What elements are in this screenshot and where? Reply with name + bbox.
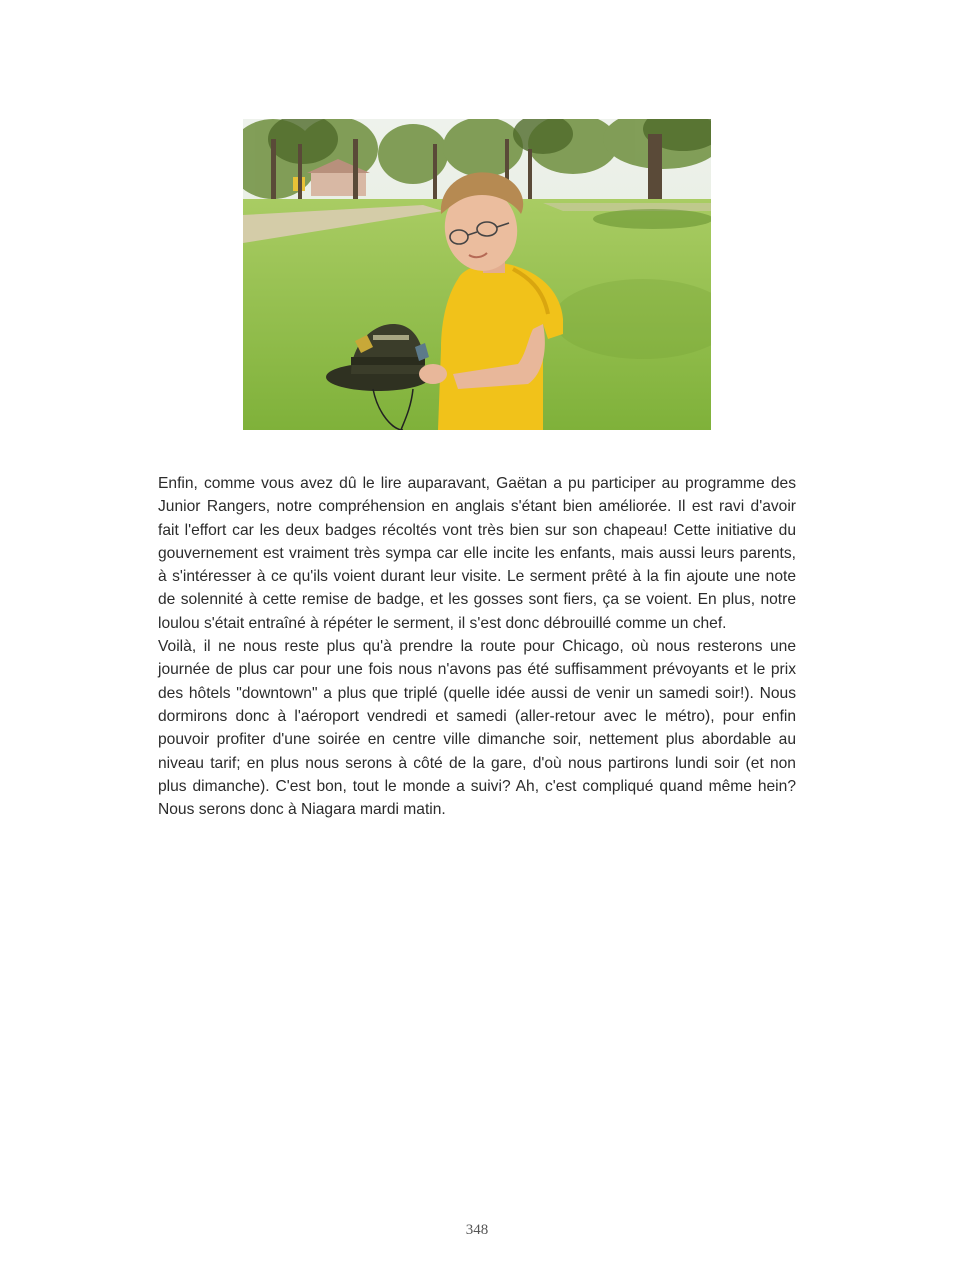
page-number: 348 — [465, 1222, 489, 1238]
article-body — [158, 472, 796, 821]
paragraph-junior-rangers: Enfin, comme vous avez dû le lire auparavant, Gaëtan a pu participer au programme des Junior Rangers, notre compréhension en anglais s'étant bien améliorée. Il est ravi d'avoir fait l'effort car les deux badges récoltés vont très bien sur son chapeau! Cette initiative du gouvernement est vraiment très sympa car elle incite les enfants, mais aussi leurs parents, à s'intéresser à ce qu'ils voient durant leur visite. Le serment prêté à la fin ajoute une note de solennité à cette remise de badge, et les gosses sont fiers, ça se voient. En plus, notre loulou s'était entraîné à répéter le serment, il s'est donc débrouillé comme un chef. — [158, 475, 796, 632]
photo-illustration — [243, 119, 711, 430]
paragraph-chicago-plans: Voilà, il ne nous reste plus qu'à prendre la route pour Chicago, où nous resterons une journée de plus car pour une fois nous n'avons pas été suffisamment prévoyants et le prix des hôtels "downtown" a plus que triplé (quelle idée aussi de venir un samedi soir!). Nous dormirons donc à l'aéroport vendredi et samedi (aller-retour avec le métro), pour enfin pouvoir profiter d'une soirée en centre ville dimanche soir, nettement plus abordable au niveau tarif; en plus nous serons à côté de la gare, d'où nous partirons lundi soir (et non plus dimanche). C'est bon, tout le monde a suivi? Ah, c'est compliqué quand même hein? Nous serons donc à Niagara mardi matin. — [158, 638, 796, 819]
photo-boy-with-ranger-hat — [243, 119, 711, 430]
